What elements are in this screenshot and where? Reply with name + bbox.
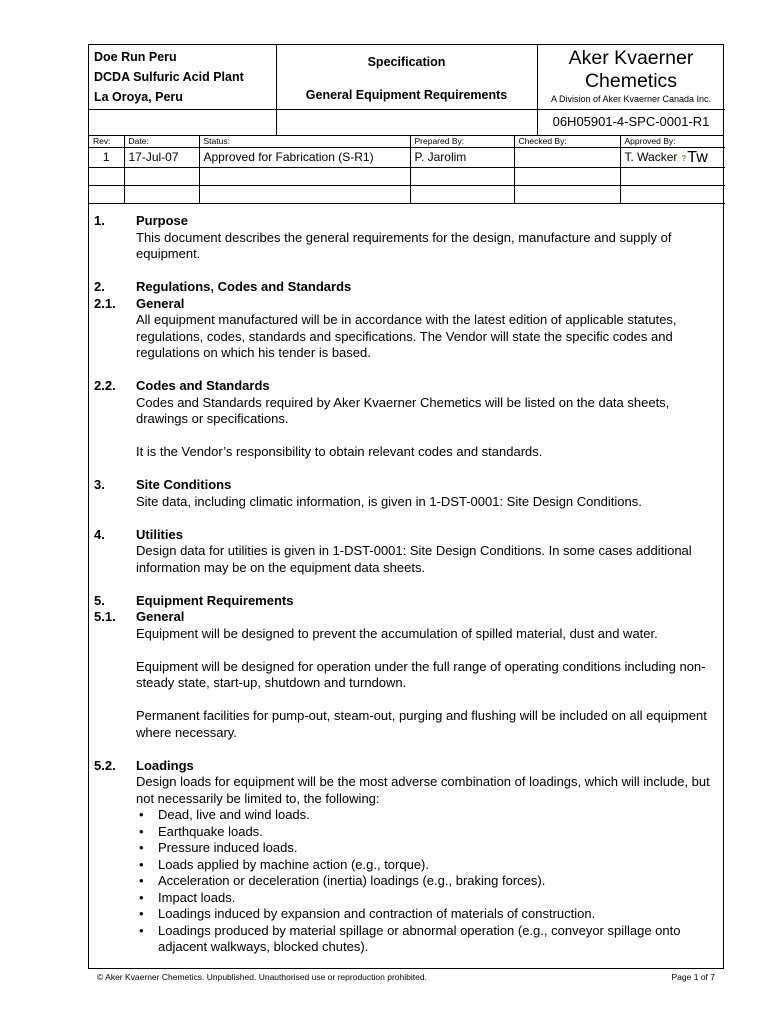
status-cell (199, 168, 410, 186)
section-title: Codes and Standards (136, 378, 270, 393)
company-name-2: Chemetics (584, 70, 678, 92)
checked-cell (514, 186, 620, 204)
section-number: 2.1. (94, 295, 116, 311)
approval-mark-icon: ? (681, 154, 687, 163)
section-number: 2.2. (94, 378, 116, 393)
section-heading (94, 279, 716, 296)
header-status: Status: (199, 135, 410, 148)
subsection-heading (94, 609, 716, 626)
status-cell: Approved for Fabrication (S-R1) (199, 148, 410, 168)
paragraph: Permanent facilities for pump-out, steam-out, purging and flushing will be included on all equipment where necessary. (136, 708, 707, 740)
list-item: • Dead, live and wind loads. (136, 807, 716, 824)
header-approved-by: Approved By: (624, 136, 676, 146)
paragraph: It is the Vendor’s responsibility to obtain relevant codes and standards. (136, 444, 543, 459)
company-division: A Division of Aker Kvaerner Canada Inc. (550, 94, 712, 104)
list-item: • Pressure induced loads. (136, 840, 716, 857)
document-frame (88, 44, 724, 969)
header-prepared-by: Prepared By: (410, 135, 514, 148)
section-title: Utilities (136, 526, 183, 542)
copyright-notice: © Aker Kvaerner Chemetics. Unpublished. Unauthorised use or reproduction prohibited. (97, 972, 427, 982)
date-cell: 17-Jul-07 (124, 148, 199, 168)
list-item: • Loads applied by machine action (e.g., torque). (136, 857, 716, 874)
paragraph: Site data, including climatic information, is given in 1-DST-0001: Site Design Conditions. (136, 493, 642, 509)
document-body (94, 213, 716, 956)
header-date: Date: (124, 135, 199, 148)
list-item: • Impact loads. (136, 890, 716, 907)
section-number: 5.2. (94, 757, 116, 773)
document-type: Specification (367, 55, 446, 69)
section-heading (94, 477, 716, 494)
page-number: Page 1 of 7 (671, 972, 715, 982)
company-name: Aker Kvaerner (568, 47, 694, 69)
rev-cell (89, 186, 124, 204)
paragraph: This document describes the general requirements for the design, manufacture and supply of equipment. (136, 229, 672, 261)
section-heading (94, 593, 716, 610)
header-checked-by: Checked By: (514, 135, 620, 148)
status-cell (199, 186, 410, 204)
loadings-list (136, 807, 716, 956)
approved-cell (620, 168, 725, 186)
subsection-heading (94, 296, 716, 313)
section-title: Purpose (136, 213, 189, 228)
list-item: • Earthquake loads. (136, 824, 716, 841)
rev-cell (89, 168, 124, 186)
revision-header-row (89, 135, 725, 148)
subsection-heading (94, 758, 716, 775)
section-heading (94, 527, 716, 544)
prepared-cell (410, 186, 514, 204)
paragraph: Codes and Standards required by Aker Kvaerner Chemetics will be listed on the data sheets, drawings or specifications. (136, 394, 670, 426)
prepared-cell: P. Jarolim (410, 148, 514, 168)
rev-cell: 1 (89, 148, 124, 168)
section-number: 5. (94, 592, 105, 608)
section-heading (94, 213, 716, 230)
paragraph: Design data for utilities is given in 1-DST-0001: Site Design Conditions. In some cases additional information may be on the equipment data sheets. (136, 543, 692, 575)
paragraph: Design loads for equipment will be the most adverse combination of loadings, which will include, but not necessarily be limited to, the following: (136, 774, 710, 806)
plant-name: DCDA Sulfuric Acid Plant (94, 70, 244, 84)
client-block (89, 45, 277, 135)
location: La Oroya, Peru (94, 90, 183, 104)
section-number: 1. (94, 213, 105, 228)
approver-initials: Tw (687, 149, 708, 166)
approved-cell (620, 148, 725, 168)
document-title: General Equipment Requirements (305, 88, 508, 102)
revision-table (89, 135, 725, 204)
checked-cell (514, 148, 620, 168)
document-title-block (276, 45, 538, 135)
list-item: • Loadings induced by expansion and contraction of materials of construction. (136, 906, 716, 923)
approver-name: T. Wacker (624, 150, 678, 164)
list-item: • Loadings produced by material spillage or abnormal operation (e.g., conveyor spillage onto adjacent walkways, blocked chutes). (136, 923, 716, 956)
section-title: Equipment Requirements (136, 592, 294, 608)
paragraph: Equipment will be designed for operation under the full range of operating conditions including non-steady state, start-up, shutdown and turndown. (136, 658, 706, 690)
section-number: 5.1. (94, 609, 116, 624)
paragraph: Equipment will be designed to prevent the accumulation of spilled material, dust and water. (136, 625, 658, 641)
section-title: General (136, 609, 185, 624)
header-rev: Rev: (89, 135, 124, 148)
section-title: General (136, 295, 185, 311)
revision-row (89, 148, 725, 168)
company-block (537, 45, 725, 135)
paragraph: All equipment manufactured will be in accordance with the latest edition of applicable statutes, regulations, codes, standards and specifications. The Vendor will state the specific codes and regulations on which his tender is based. (136, 312, 677, 360)
section-number: 4. (94, 526, 105, 542)
section-number: 2. (94, 279, 105, 294)
revision-row (89, 186, 725, 204)
section-title: Regulations, Codes and Standards (136, 279, 352, 294)
checked-cell (514, 168, 620, 186)
client-name: Doe Run Peru (94, 50, 177, 64)
date-cell (124, 168, 199, 186)
subsection-heading (94, 378, 716, 395)
section-number: 3. (94, 477, 105, 492)
section-title: Site Conditions (136, 477, 232, 492)
document-number: 06H05901-4-SPC-0001-R1 (537, 109, 725, 136)
title-block (89, 45, 723, 136)
revision-row (89, 168, 725, 186)
date-cell (124, 186, 199, 204)
prepared-cell (410, 168, 514, 186)
section-title: Loadings (136, 757, 194, 773)
list-item: • Acceleration or deceleration (inertia) loadings (e.g., braking forces). (136, 873, 716, 890)
approved-cell (620, 186, 725, 204)
